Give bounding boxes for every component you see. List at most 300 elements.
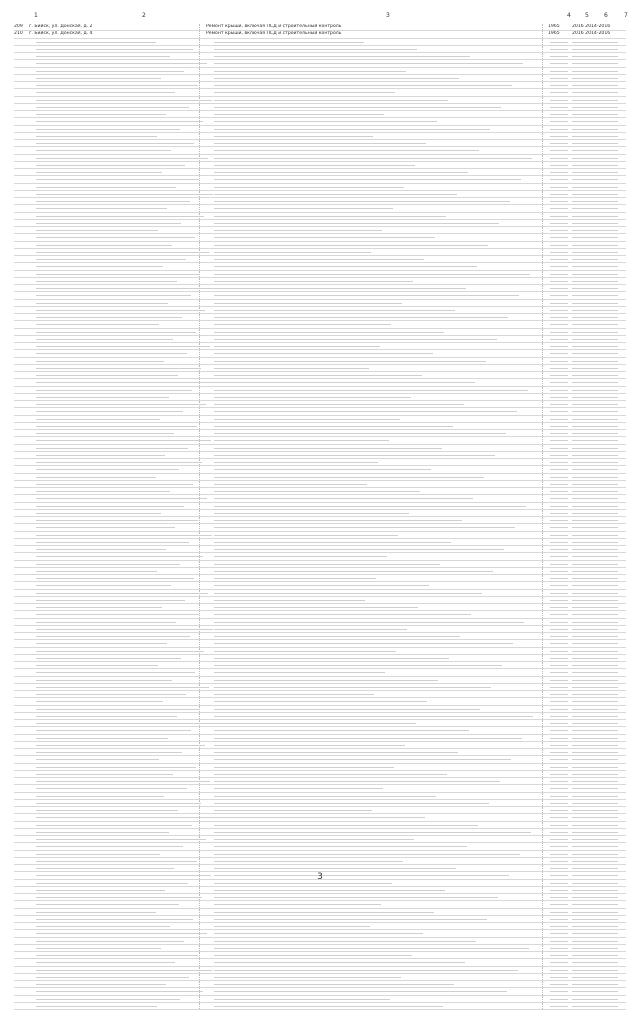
illegible-text-line xyxy=(550,245,568,246)
illegible-text-line xyxy=(572,556,618,557)
illegible-text-line xyxy=(550,556,568,557)
illegible-text-line xyxy=(36,716,177,717)
illegible-text-line xyxy=(550,716,568,717)
illegible-text-line xyxy=(550,143,568,144)
illegible-text-line xyxy=(36,745,205,746)
illegible-text-line xyxy=(550,1006,568,1007)
illegible-text-line xyxy=(36,310,205,311)
illegible-text-line xyxy=(550,825,568,826)
row-period: 2016 2014-2016 xyxy=(572,24,611,29)
illegible-text-line xyxy=(36,411,183,412)
table-row-placeholder xyxy=(14,887,626,894)
illegible-text-line xyxy=(214,375,422,376)
illegible-text-line xyxy=(550,890,568,891)
illegible-text-line xyxy=(572,839,618,840)
illegible-text-line xyxy=(550,63,568,64)
illegible-text-line xyxy=(572,107,618,108)
illegible-text-line xyxy=(550,912,568,913)
illegible-text-line xyxy=(572,237,618,238)
illegible-text-line xyxy=(214,614,471,615)
illegible-text-line xyxy=(572,281,618,282)
illegible-text-line xyxy=(572,230,618,231)
table-row-placeholder xyxy=(14,503,626,510)
table-row-placeholder xyxy=(14,756,626,763)
illegible-text-line xyxy=(550,854,568,855)
table-row-placeholder xyxy=(14,213,626,220)
table-row-placeholder xyxy=(14,423,626,430)
table-row-placeholder xyxy=(14,60,626,67)
table-row-placeholder xyxy=(14,546,626,553)
table-row-placeholder xyxy=(14,894,626,901)
illegible-text-line xyxy=(36,527,175,528)
illegible-text-line xyxy=(214,78,459,79)
illegible-text-line xyxy=(214,179,521,180)
illegible-text-line xyxy=(550,839,568,840)
illegible-text-line xyxy=(572,651,618,652)
illegible-text-line xyxy=(550,745,568,746)
illegible-text-line xyxy=(572,310,618,311)
illegible-text-line xyxy=(36,216,204,217)
table-row-placeholder xyxy=(14,553,626,560)
table-row-placeholder xyxy=(14,184,626,191)
illegible-text-line xyxy=(550,404,568,405)
col-header-2: 2 xyxy=(142,12,146,19)
illegible-text-line xyxy=(214,71,406,72)
illegible-text-line xyxy=(214,883,392,884)
illegible-text-line xyxy=(572,498,618,499)
table-row xyxy=(14,24,626,31)
illegible-text-line xyxy=(550,440,568,441)
illegible-text-line xyxy=(572,92,618,93)
illegible-text-line xyxy=(550,999,568,1000)
illegible-text-line xyxy=(36,433,174,434)
illegible-text-line xyxy=(214,63,523,64)
illegible-text-line xyxy=(572,223,618,224)
illegible-text-line xyxy=(214,962,465,963)
illegible-text-line xyxy=(550,382,568,383)
illegible-text-line xyxy=(572,607,618,608)
illegible-text-line xyxy=(550,201,568,202)
illegible-text-line xyxy=(214,897,498,898)
illegible-text-line xyxy=(572,527,618,528)
table-row-placeholder xyxy=(14,227,626,234)
illegible-text-line xyxy=(214,912,434,913)
illegible-text-line xyxy=(572,564,618,565)
table-row-placeholder xyxy=(14,698,626,705)
illegible-text-line xyxy=(214,759,511,760)
illegible-text-line xyxy=(550,107,568,108)
illegible-text-line xyxy=(550,752,568,753)
row-address: г. Бийск, ул. Донская, д. 2 xyxy=(29,24,93,29)
illegible-text-line xyxy=(572,861,618,862)
illegible-text-line xyxy=(550,513,568,514)
illegible-text-line xyxy=(550,622,568,623)
illegible-text-line xyxy=(550,687,568,688)
illegible-text-line xyxy=(36,158,208,159)
illegible-text-line xyxy=(214,404,464,405)
illegible-text-line xyxy=(214,121,437,122)
illegible-text-line xyxy=(550,694,568,695)
illegible-text-line xyxy=(36,71,184,72)
table-row-placeholder xyxy=(14,430,626,437)
illegible-text-line xyxy=(214,491,420,492)
illegible-text-line xyxy=(36,303,168,304)
illegible-text-line xyxy=(572,549,618,550)
illegible-text-line xyxy=(36,694,186,695)
illegible-text-line xyxy=(550,100,568,101)
illegible-text-line xyxy=(36,600,185,601)
illegible-text-line xyxy=(572,846,618,847)
illegible-text-line xyxy=(214,411,517,412)
illegible-text-line xyxy=(550,332,568,333)
illegible-text-line xyxy=(214,984,454,985)
table-row-placeholder xyxy=(14,155,626,162)
illegible-text-line xyxy=(572,730,618,731)
illegible-text-line xyxy=(572,658,618,659)
table-row-placeholder xyxy=(14,720,626,727)
illegible-text-line xyxy=(572,585,618,586)
illegible-text-line xyxy=(572,535,618,536)
illegible-text-line xyxy=(550,179,568,180)
illegible-text-line xyxy=(36,397,169,398)
illegible-text-line xyxy=(36,614,199,615)
illegible-text-line xyxy=(572,991,618,992)
illegible-text-line xyxy=(36,897,202,898)
illegible-text-line xyxy=(214,303,402,304)
illegible-text-line xyxy=(550,564,568,565)
illegible-text-line xyxy=(550,491,568,492)
illegible-text-line xyxy=(550,984,568,985)
illegible-text-line xyxy=(550,469,568,470)
illegible-text-line xyxy=(36,672,195,673)
illegible-text-line xyxy=(36,738,168,739)
table-row-placeholder xyxy=(14,640,626,647)
illegible-text-line xyxy=(550,448,568,449)
illegible-text-line xyxy=(550,607,568,608)
illegible-text-line xyxy=(214,701,427,702)
table-row-placeholder xyxy=(14,474,626,481)
illegible-text-line xyxy=(572,114,618,115)
row-number: 209 xyxy=(14,24,23,29)
illegible-text-line xyxy=(572,774,618,775)
illegible-text-line xyxy=(550,223,568,224)
table-row-placeholder xyxy=(14,669,626,676)
illegible-text-line xyxy=(36,56,170,57)
illegible-text-line xyxy=(214,194,457,195)
table-row-placeholder xyxy=(14,416,626,423)
illegible-text-line xyxy=(214,723,416,724)
table-row-placeholder xyxy=(14,82,626,89)
table-row-placeholder xyxy=(14,372,626,379)
table-row-placeholder xyxy=(14,46,626,53)
illegible-text-line xyxy=(36,796,164,797)
illegible-text-line xyxy=(572,745,618,746)
illegible-text-line xyxy=(550,375,568,376)
illegible-text-line xyxy=(214,498,473,499)
illegible-text-line xyxy=(36,295,191,296)
illegible-text-line xyxy=(550,484,568,485)
illegible-text-line xyxy=(214,223,499,224)
illegible-text-line xyxy=(572,42,618,43)
illegible-text-line xyxy=(36,353,187,354)
illegible-text-line xyxy=(214,216,446,217)
illegible-text-line xyxy=(214,506,526,507)
illegible-text-line xyxy=(572,245,618,246)
illegible-text-line xyxy=(550,237,568,238)
table-row-placeholder xyxy=(14,858,626,865)
illegible-text-line xyxy=(572,622,618,623)
illegible-text-line xyxy=(550,774,568,775)
illegible-text-line xyxy=(572,803,618,804)
illegible-text-line xyxy=(572,970,618,971)
illegible-text-line xyxy=(572,629,618,630)
illegible-text-line xyxy=(550,230,568,231)
illegible-text-line xyxy=(550,709,568,710)
illegible-text-line xyxy=(572,977,618,978)
illegible-text-line xyxy=(214,825,478,826)
illegible-text-line xyxy=(550,643,568,644)
illegible-text-line xyxy=(214,339,497,340)
table-row-placeholder xyxy=(14,292,626,299)
illegible-text-line xyxy=(572,375,618,376)
illegible-text-line xyxy=(36,999,180,1000)
illegible-text-line xyxy=(550,600,568,601)
illegible-text-line xyxy=(214,803,489,804)
illegible-text-line xyxy=(550,817,568,818)
illegible-text-line xyxy=(36,114,166,115)
illegible-text-line xyxy=(550,549,568,550)
illegible-text-line xyxy=(550,933,568,934)
illegible-text-line xyxy=(572,484,618,485)
table-row-placeholder xyxy=(14,234,626,241)
illegible-text-line xyxy=(36,187,176,188)
illegible-text-line xyxy=(36,709,200,710)
illegible-text-line xyxy=(36,1006,157,1007)
illegible-text-line xyxy=(214,709,480,710)
illegible-text-line xyxy=(550,506,568,507)
illegible-text-line xyxy=(36,332,196,333)
illegible-text-line xyxy=(214,556,387,557)
illegible-text-line xyxy=(572,295,618,296)
table-row-placeholder xyxy=(14,329,626,336)
illegible-text-line xyxy=(550,266,568,267)
table-row-placeholder xyxy=(14,778,626,785)
table-row-placeholder xyxy=(14,836,626,843)
illegible-text-line xyxy=(550,295,568,296)
illegible-text-line xyxy=(214,332,444,333)
illegible-text-line xyxy=(572,259,618,260)
illegible-text-line xyxy=(214,549,504,550)
illegible-text-line xyxy=(36,172,162,173)
table-row-placeholder xyxy=(14,611,626,618)
illegible-text-line xyxy=(36,846,183,847)
col-header-6: 6 xyxy=(604,12,608,19)
illegible-text-line xyxy=(36,839,206,840)
illegible-text-line xyxy=(550,165,568,166)
illegible-text-line xyxy=(550,121,568,122)
illegible-text-line xyxy=(36,651,204,652)
illegible-text-line xyxy=(572,912,618,913)
illegible-text-line xyxy=(36,622,176,623)
illegible-text-line xyxy=(550,680,568,681)
illegible-text-line xyxy=(36,92,175,93)
illegible-text-line xyxy=(572,832,618,833)
illegible-text-line xyxy=(36,636,190,637)
illegible-text-line xyxy=(36,912,156,913)
illegible-text-line xyxy=(550,897,568,898)
illegible-text-line xyxy=(550,324,568,325)
illegible-text-line xyxy=(572,665,618,666)
illegible-text-line xyxy=(36,361,164,362)
illegible-text-line xyxy=(36,643,167,644)
illegible-text-line xyxy=(214,397,411,398)
illegible-text-line xyxy=(214,999,390,1000)
illegible-text-line xyxy=(550,781,568,782)
illegible-text-line xyxy=(36,984,166,985)
illegible-text-line xyxy=(550,390,568,391)
illegible-text-line xyxy=(214,484,367,485)
column-header-row xyxy=(14,12,626,22)
illegible-text-line xyxy=(36,208,167,209)
illegible-text-line xyxy=(550,614,568,615)
illegible-text-line xyxy=(572,941,618,942)
illegible-text-line xyxy=(214,622,524,623)
table-row-placeholder xyxy=(14,582,626,589)
table-body xyxy=(14,24,626,1010)
illegible-text-line xyxy=(214,716,533,717)
illegible-text-line xyxy=(572,252,618,253)
illegible-text-line xyxy=(36,288,214,289)
illegible-text-line xyxy=(36,810,178,811)
illegible-text-line xyxy=(214,165,415,166)
illegible-text-line xyxy=(214,274,530,275)
illegible-text-line xyxy=(550,194,568,195)
illegible-text-line xyxy=(572,469,618,470)
table-row-placeholder xyxy=(14,162,626,169)
illegible-text-line xyxy=(550,187,568,188)
illegible-text-line xyxy=(214,107,501,108)
table-row-placeholder xyxy=(14,191,626,198)
illegible-text-line xyxy=(214,440,389,441)
table-row-placeholder xyxy=(14,147,626,154)
table-row-placeholder xyxy=(14,517,626,524)
table-row-placeholder xyxy=(14,510,626,517)
illegible-text-line xyxy=(36,571,157,572)
illegible-text-line xyxy=(214,839,414,840)
table-row-placeholder xyxy=(14,176,626,183)
table-row-placeholder xyxy=(14,938,626,945)
illegible-text-line xyxy=(550,962,568,963)
illegible-text-line xyxy=(572,324,618,325)
illegible-text-line xyxy=(214,796,436,797)
illegible-text-line xyxy=(214,92,395,93)
illegible-text-line xyxy=(550,977,568,978)
illegible-text-line xyxy=(36,520,198,521)
illegible-text-line xyxy=(572,404,618,405)
illegible-text-line xyxy=(550,433,568,434)
illegible-text-line xyxy=(214,288,466,289)
table-row-placeholder xyxy=(14,263,626,270)
illegible-text-line xyxy=(214,948,529,949)
illegible-text-line xyxy=(36,100,212,101)
illegible-text-line xyxy=(36,346,210,347)
illegible-text-line xyxy=(214,585,429,586)
illegible-text-line xyxy=(214,933,423,934)
illegible-text-line xyxy=(214,281,413,282)
illegible-text-line xyxy=(36,759,159,760)
illegible-text-line xyxy=(550,172,568,173)
illegible-text-line xyxy=(572,339,618,340)
illegible-text-line xyxy=(36,484,193,485)
illegible-text-line xyxy=(36,941,184,942)
table-row-placeholder xyxy=(14,53,626,60)
table-row-placeholder xyxy=(14,597,626,604)
illegible-text-line xyxy=(572,426,618,427)
illegible-text-line xyxy=(550,353,568,354)
table-row-placeholder xyxy=(14,532,626,539)
illegible-text-line xyxy=(572,49,618,50)
table-row-placeholder xyxy=(14,851,626,858)
illegible-text-line xyxy=(572,397,618,398)
illegible-text-line xyxy=(550,767,568,768)
illegible-text-line xyxy=(36,890,165,891)
illegible-text-line xyxy=(214,150,479,151)
illegible-text-line xyxy=(214,542,451,543)
table-row-placeholder xyxy=(14,249,626,256)
illegible-text-line xyxy=(550,397,568,398)
illegible-text-line xyxy=(572,491,618,492)
illegible-text-line xyxy=(572,694,618,695)
illegible-text-line xyxy=(214,245,488,246)
illegible-text-line xyxy=(550,861,568,862)
table-row-placeholder xyxy=(14,408,626,415)
illegible-text-line xyxy=(214,114,384,115)
col-header-5: 5 xyxy=(585,12,589,19)
illegible-text-line xyxy=(550,578,568,579)
illegible-text-line xyxy=(572,332,618,333)
illegible-text-line xyxy=(550,361,568,362)
illegible-text-line xyxy=(36,121,203,122)
table-row-placeholder xyxy=(14,97,626,104)
illegible-text-line xyxy=(572,274,618,275)
illegible-text-line xyxy=(214,535,398,536)
illegible-text-line xyxy=(36,977,189,978)
illegible-text-line xyxy=(550,593,568,594)
illegible-text-line xyxy=(572,187,618,188)
illegible-text-line xyxy=(36,368,201,369)
table-row-placeholder xyxy=(14,959,626,966)
illegible-text-line xyxy=(214,230,382,231)
row-year: 1965 xyxy=(548,31,560,37)
illegible-text-line xyxy=(214,433,506,434)
illegible-text-line xyxy=(572,593,618,594)
illegible-text-line xyxy=(214,600,365,601)
illegible-text-line xyxy=(572,513,618,514)
table-row-placeholder xyxy=(14,655,626,662)
illegible-text-line xyxy=(36,955,198,956)
illegible-text-line xyxy=(36,861,197,862)
row-number: 210 xyxy=(14,31,23,37)
table-row-placeholder xyxy=(14,662,626,669)
illegible-text-line xyxy=(572,578,618,579)
illegible-text-line xyxy=(550,730,568,731)
table-row-placeholder xyxy=(14,930,626,937)
illegible-text-line xyxy=(214,1006,443,1007)
illegible-text-line xyxy=(550,672,568,673)
table-row-placeholder xyxy=(14,39,626,46)
illegible-text-line xyxy=(36,767,196,768)
illegible-text-line xyxy=(572,962,618,963)
